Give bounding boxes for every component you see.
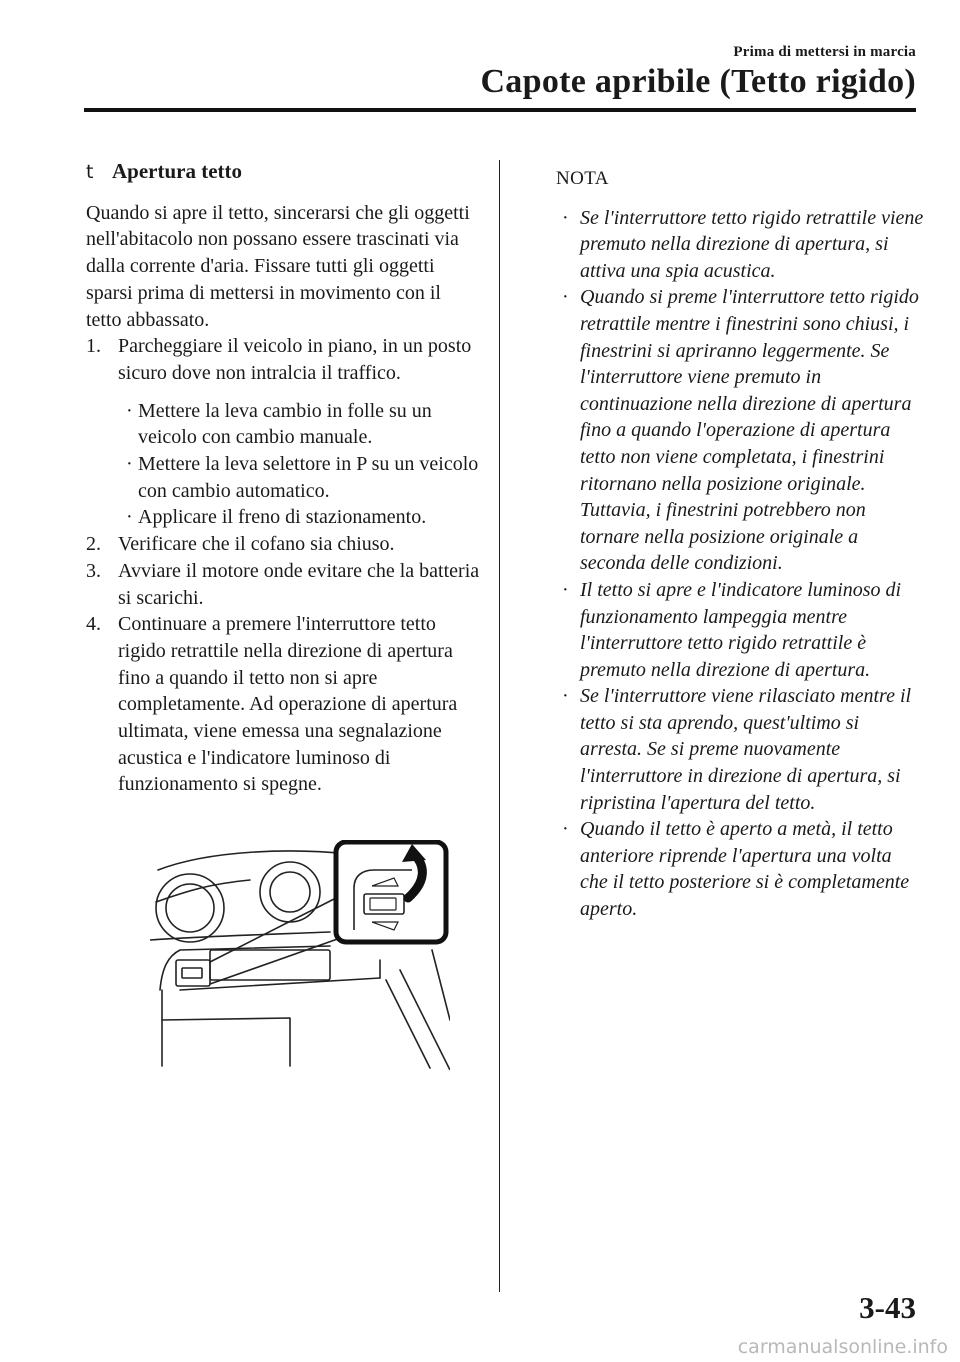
bullet-icon: · <box>562 578 569 601</box>
step-item <box>86 558 481 611</box>
step1-bullet-list <box>86 398 481 532</box>
header-section-label: Prima di mettersi in marcia <box>733 44 916 60</box>
watermark: carmanualsonline.info <box>737 1336 948 1358</box>
note-heading: NOTA <box>556 168 609 189</box>
bullet-icon: · <box>562 818 569 841</box>
step-item <box>86 611 481 798</box>
bullet-text: Mettere la leva selettore in P su un veicolo con cambio automatico. <box>138 453 479 502</box>
list-item <box>554 205 924 285</box>
step-number: 3. <box>86 559 101 582</box>
list-item <box>86 504 481 531</box>
note-text: Se l'interruttore viene rilasciato mentre il tetto si sta aprendo, quest'ultimo si arresta. Se si preme nuovamente l'interruttore in direzione di apertura, si ripristina l'apertura del tetto. <box>580 685 912 814</box>
list-item <box>554 683 924 816</box>
step-text: Parcheggiare il veicolo in piano, in un posto sicuro dove non intralcia il traffico. <box>118 335 472 384</box>
page-title: Capote apribile (Tetto rigido) <box>480 63 916 100</box>
bullet-icon: · <box>562 685 569 708</box>
step-number: 2. <box>86 533 101 556</box>
section-heading-text: Apertura tetto <box>112 159 243 183</box>
list-item <box>554 284 924 577</box>
section-marker-icon: t <box>86 161 94 183</box>
note-text: Se l'interruttore tetto rigido retrattile viene premuto nella direzione di apertura, si attiva una spia acustica. <box>580 206 924 282</box>
list-item <box>86 398 481 451</box>
bullet-icon: · <box>562 206 569 229</box>
page-number: 3-43 <box>859 1290 916 1325</box>
bullet-icon: · <box>126 399 133 422</box>
list-item <box>554 577 924 683</box>
bullet-icon: · <box>126 453 133 476</box>
bullet-text: Applicare il freno di stazionamento. <box>138 506 427 529</box>
column-divider <box>499 160 500 1292</box>
step-number: 4. <box>86 613 101 636</box>
bullet-text: Mettere la leva cambio in folle su un veicolo con cambio manuale. <box>138 399 432 449</box>
roof-switch-illustration <box>150 840 450 1070</box>
left-column <box>86 158 481 798</box>
bullet-icon: · <box>562 286 569 309</box>
step-item <box>86 333 481 386</box>
list-item <box>554 816 924 922</box>
note-text: Quando il tetto è aperto a metà, il tetto anteriore riprende l'apertura una volta che il tetto posteriore si è completamente aperto. <box>580 818 910 921</box>
right-column <box>554 158 924 923</box>
step-text: Continuare a premere l'interruttore tetto rigido retrattile nella direzione di apertura fino a quando il tetto non si apre completamente. Ad operazione di apertura ultimata, viene emessa una segnalazione acustica e l'indicatore luminoso di funzionamento si spegne. <box>118 613 458 796</box>
list-item <box>86 451 481 504</box>
note-text: Quando si preme l'interruttore tetto rigido retrattile mentre i finestrini sono chiusi, i finestrini si apriranno leggermente. Se l'interruttore viene premuto in continuazione nella direzione di apertura fino a quando l'operazione di apertura tetto non viene completata, i finestrini ritornano nella posizione originale. Tuttavia, i finestrini potrebbero non tornare nella posizione originale a seconda delle condizioni. <box>580 286 919 575</box>
step-number: 1. <box>86 335 101 358</box>
step-text: Verificare che il cofano sia chiuso. <box>118 533 395 556</box>
intro-paragraph: Quando si apre il tetto, sincerarsi che gli oggetti nell'abitacolo non possano essere trascinati via dalla corrente d'aria. Fissare tutti gli oggetti sparsi prima di mettersi in movimento con il tetto abbassato. <box>86 201 470 331</box>
header-rule <box>84 108 916 112</box>
step-item <box>86 531 481 558</box>
bullet-icon: · <box>126 506 133 529</box>
note-text: Il tetto si apre e l'indicatore luminoso di funzionamento lampeggia mentre l'interruttore tetto rigido retrattile è premuto nella direzione di apertura. <box>580 578 902 681</box>
note-list <box>554 205 924 923</box>
section-heading <box>86 158 481 186</box>
step-text: Avviare il motore onde evitare che la batteria si scarichi. <box>118 559 480 609</box>
